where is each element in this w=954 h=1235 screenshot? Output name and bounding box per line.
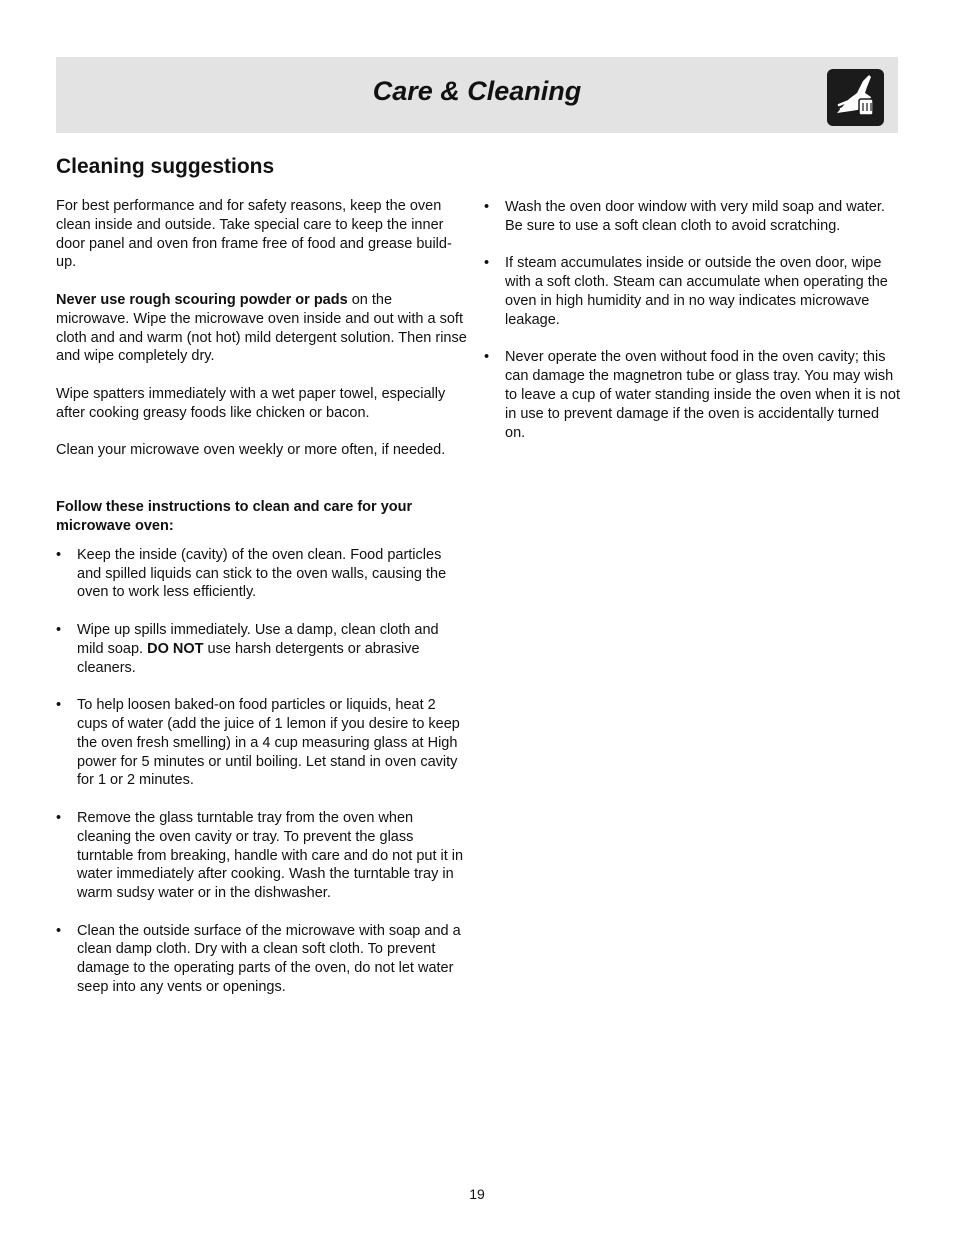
bullet: • [56,546,62,563]
right-column [484,198,900,442]
bullet: • [56,621,62,638]
bullet: • [56,697,62,714]
page-number: 19 [469,1186,485,1202]
section-title: Cleaning suggestions [56,155,275,178]
list-item: • Wipe up spills immediately. Use a damp, clean cloth and mild soap. DO NOT use harsh detergents or abrasive cleaners. [56,621,439,676]
left-column [56,197,468,997]
warning-emphasis: DO NOT [147,640,204,657]
list-item: • Clean the outside surface of the microwave with soap and a clean damp cloth. Dry with a clean soft cloth. To prevent damage to the operating parts of the oven, do not let water seep into any vents or openings. [56,922,461,996]
instructions-heading: Follow these instructions to clean and care for your microwave oven: [56,499,413,534]
list-item: • Remove the glass turntable tray from the oven when cleaning the oven cavity or tray. To prevent the glass turntable from breaking, handle with care and do not put it in water immediately after cooking. Wash the turntable tray in warm sudsy water or in the dishwasher. [56,809,464,902]
list-item: • Keep the inside (cavity) of the oven clean. Food particles and spilled liquids can stick to the oven walls, causing the oven to work less efficiently. [56,546,447,601]
bullet: • [56,922,62,939]
header-banner [56,57,898,133]
intro-paragraph: Never use rough scouring powder or pads on the microwave. Wipe the microwave oven inside and out with a soft cloth and and warm (not hot) mild detergent solution. Then rinse and wipe completely dry. [56,291,467,365]
list-item: • Never operate the oven without food in the oven cavity; this can damage the magnetron tube or glass tray. You may wish to leave a cup of water standing inside the oven when it is not in use to prevent damage if the oven is accidentally turned on. [484,349,900,441]
intro-paragraph: For best performance and for safety reasons, keep the oven clean inside and outside. Take special care to keep the inner door panel and oven fron frame free of food and grease build-up. [56,198,452,271]
bullet: • [484,255,490,272]
page-title: Care & Cleaning [372,76,582,106]
cleaning-instructions-list [56,546,468,997]
bullet: • [56,809,62,826]
bullet: • [484,199,490,215]
list-item: • If steam accumulates inside or outside the oven door, wipe with a soft cloth. Steam can accumulate when operating the oven in high humidity and in no way indicates microwave leakage. [484,255,888,328]
list-item: • Wash the oven door window with very mild soap and water. Be sure to use a soft clean cloth to avoid scratching. [484,199,885,234]
intro-paragraph: Wipe spatters immediately with a wet paper towel, especially after cooking greasy foods like chicken or bacon. [56,385,446,421]
hand-wiping-icon [827,69,884,126]
bullet: • [484,349,490,366]
list-item: • To help loosen baked-on food particles or liquids, heat 2 cups of water (add the juice of 1 lemon if you desire to keep the oven fresh smelling) in a 4 cup measuring glass at High power for 5 minutes or until boiling. Let stand in oven cavity for 1 or 2 minutes. [56,697,460,789]
additional-tips-list [484,198,900,442]
warning-emphasis: Never use rough scouring powder or pads [56,291,348,308]
intro-paragraph: Clean your microwave oven weekly or more often, if needed. [56,442,446,459]
